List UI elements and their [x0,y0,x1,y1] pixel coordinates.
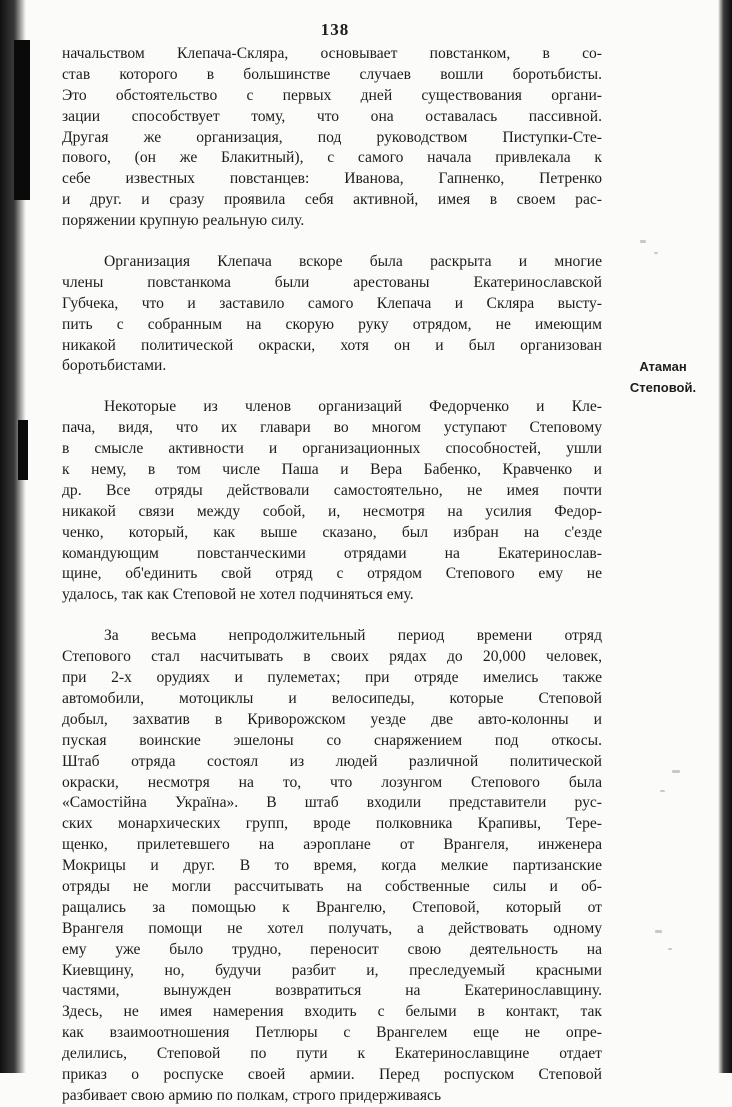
text-line: и друг. и сразу проявила себя активной, имея в своем рас- [62,191,602,209]
text-line: Другая же организация, под руководством Пиступки-Сте- [62,128,602,146]
text-line: в смысле активности и организационных способностей, ушли [62,440,602,458]
text-line: пуская воинские эшелоны со снаряжением под откосы. [62,731,602,749]
paragraph-gap [62,232,602,252]
body-text [62,44,602,1107]
text-line: др. Все отряды действовали самостоятельно, не имея почти [62,481,602,499]
text-line: Губчека, что и заставило самого Клепача и Скляра высту- [62,294,602,312]
scan-speck [660,790,665,792]
text-line: автомобили, мотоциклы и велосипеды, которые Степовой [62,689,602,707]
text-line: добыл, захватив в Криворожском уезде две авто-колонны и [62,710,602,728]
text-line: начальством Клепача-Скляра, основывает повстанком, в со- [62,45,602,62]
text-line: поряжении крупную реальную силу. [62,212,305,230]
scan-speck [640,240,646,243]
text-line: Некоторые из членов организаций Федорченко и Кле- [104,398,602,416]
text-line: пить с собранным на скорую руку отрядом, не имеющим [62,315,602,333]
text-line: ченко, который, как выше сказано, был избран на с'езде [62,523,602,541]
text-line: Степового стал насчитывать в своих рядах до 20,000 человек, [62,648,602,666]
text-line: окраски, несмотря на то, что лозунгом Степового была [62,773,602,791]
text-line: ему уже было трудно, переносит свою деятельность на [62,940,602,958]
text-line: Мокрицы и друг. В то время, когда мелкие партизанские [62,857,602,875]
text-line: как взаимоотношения Петлюры с Врангелем еще не опре- [62,1024,602,1042]
text-line: никакой политической окраски, хотя он и был организован [62,336,602,354]
binding-mark [18,420,28,480]
scan-speck [654,252,658,254]
text-line: зации способствует тому, что она оставалась пассивной. [62,107,602,125]
margin-note-line: Атаман [639,359,687,374]
text-line: ских монархических групп, вроде полковника Крапивы, Тере- [62,815,602,833]
text-line: Штаб отряда состоял из людей различной политической [62,752,602,770]
text-line: Организация Клепача вскоре была раскрыта и многие [104,253,602,271]
text-line: себе известных повстанцев: Иванова, Гапненко, Петренко [62,170,602,188]
text-line: к нему, в том числе Паша и Вера Бабенко, Кравченко и [62,461,602,479]
text-line: Это обстоятельство с первых дней существования органи- [62,86,602,104]
text-line: ращались за помощью к Врангелю, Степовой, который от [62,898,602,916]
binding-mark [14,40,30,200]
text-line: отряды не могли рассчитывать на собственные силы и об- [62,877,602,895]
text-line: Киевщину, но, будучи разбит и, преследуемый красными [62,961,602,979]
text-line: командующим повстанческими отрядами на Екатеринослав- [62,544,602,562]
text-line: пового, (он же Блакитный), с самого начала привлекала к [62,149,602,167]
page-number: 138 [320,20,350,39]
text-line: Здесь, не имея намерения входить с белыми в контакт, так [62,1003,602,1021]
text-line: члены повстанкома были арестованы Екатеринославской [62,273,602,291]
paragraph-gap [62,377,602,397]
margin-note [617,356,709,398]
text-line: разбивает свою армию по полкам, строго придерживаясь [62,1086,442,1104]
text-line: щине, об'единить свой отряд с отрядом Степового ему не [62,565,602,583]
text-line: Врангеля помощи не хотел получать, а действовать одному [62,919,602,937]
paragraph-gap [62,606,602,626]
text-line: при 2-х орудиях и пулеметах; при отряде имелись также [62,669,602,687]
text-line: щенко, прилетевшего на аэроплане от Врангеля, инженера [62,836,602,854]
margin-note-line: Степовой. [629,380,697,395]
scan-speck [668,948,672,950]
text-line: За весьма непродолжительный период времени отряд [104,627,602,645]
text-line: приказ о роспуске своей армии. Перед роспуском Степовой [62,1065,602,1083]
text-line: удалось, так как Степовой не хотел подчиняться ему. [62,586,414,604]
text-line: став которого в большинстве случаев вошли боротьбисты. [62,65,602,83]
scan-speck [655,930,662,933]
scan-edge [718,0,732,1073]
text-line: делились, Степовой по пути к Екатеринославщине отдает [62,1045,602,1063]
text-line: никакой связи между собой, и, несмотря на усилия Федор- [62,502,602,520]
scan-speck [672,770,680,773]
text-line: «Самостiйна Україна». В штаб входили представители рус- [62,794,602,812]
text-line: боротьбистами. [62,357,167,375]
text-line: пача, видя, что их главари во многом уступают Степовому [62,419,602,437]
text-line: частями, вынужден возвратиться на Екатеринославщину. [62,982,602,1000]
